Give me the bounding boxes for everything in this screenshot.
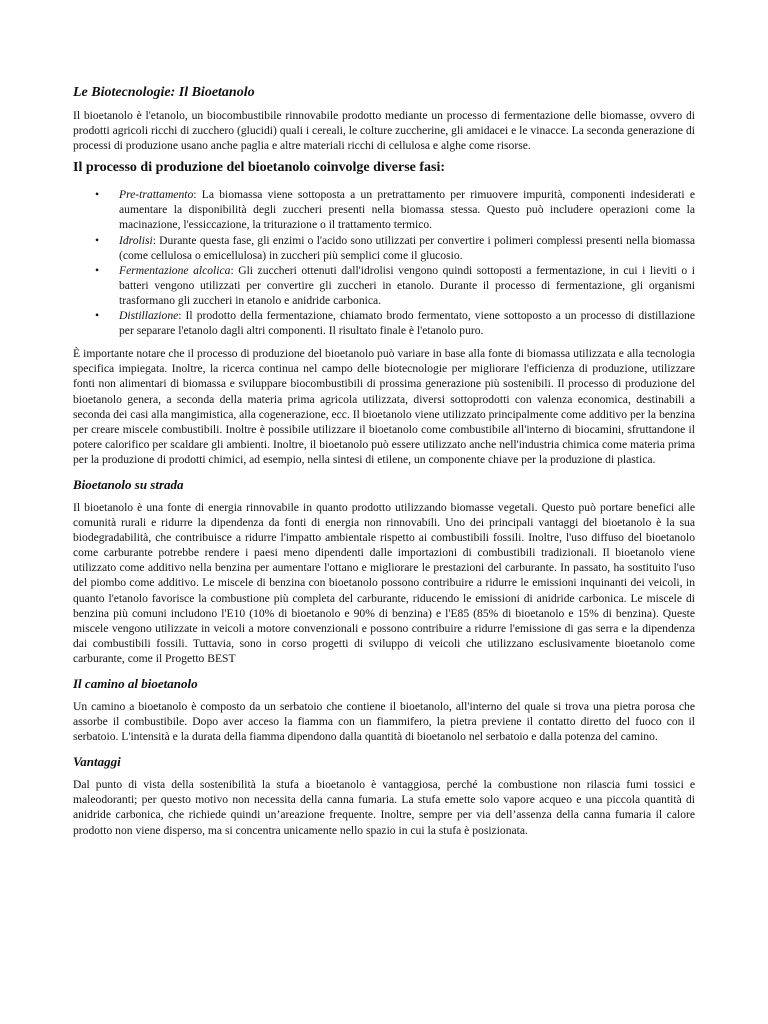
bullet-icon: • [95,263,100,277]
section-text-camino: Un camino a bioetanolo è composto da un serbatoio che contiene il bioetanolo, all'interno del quale si trova una pietra porosa che assorbe il combustibile. Dopo aver acceso la fiamma con un fiammifero, la pietra previene il contatto diretto del fuoco con il serbatoio. L'intensità e la durata della fiamma dipendono dalla quantità di bioetanolo nel serbatoio e dalla potenza del camino. [73,700,695,744]
bullet-icon: • [95,188,100,202]
list-item-distillazione [73,308,695,338]
phase-text: : Gli zuccheri ottenuti dall'idrolisi vengono quindi sottoposti a fermentazione, in cui i lieviti o i batteri vengono utilizzati per convertire gli zuccheri in etanolo. Durante il processo di fermentazione, gli organismi trasformano gli zuccheri in etanolo e anidride carbonica. [119,263,695,307]
section-heading-camino: Il camino al bioetanolo [73,676,198,691]
process-heading: Il processo di produzione del bioetanolo coinvolge diverse fasi: [73,160,446,176]
phase-text: : Durante questa fase, gli enzimi o l'acido sono utilizzati per convertire i polimeri complessi presenti nella biomassa (come cellulosa o emicellulosa) in zuccheri più semplici come il glucosio. [119,233,695,262]
document-page [73,84,695,838]
phase-text: : Il prodotto della fermentazione, chiamato brodo fermentato, viene sottoposto a un processo di distillazione per separare l'etanolo dagli altri componenti. Il risultato finale è l'etanolo puro. [119,309,695,338]
section-heading-vantaggi: Vantaggi [73,754,121,770]
bullet-icon: • [95,233,100,247]
list-item-pretrattamento [73,187,695,232]
section-text-vantaggi: Dal punto di vista della sostenibilità la stufa a bioetanolo è vantaggiosa, perché la combustione non rilascia fumi tossici e maleodoranti; per questo motivo non necessita della canna fumaria. La stufa emette solo vapore acqueo e una piccola quantità di anidride carbonica, che richiede quindi un’areazione frequente. Inoltre, sempre per via dell’assenza della canna fumaria il calore prodotto non viene disperso, ma si concentra unicamente nello spazio in cui la stufa è posizionata. [73,778,695,837]
section-heading-strada: Bioetanolo su strada [73,476,184,492]
phase-text: : La biomassa viene sottoposta a un pretrattamento per rimuovere impurità, componenti indesiderati e aumentare la disponibilità degli zuccheri presenti nella biomassa stessa. Questo può includere operazioni come la macinazione, l'essiccazione, la triturazione o il trattamento termico. [119,188,695,232]
bullet-icon: • [95,309,100,323]
list-item-idrolisi [73,233,695,263]
section-text-strada: Il bioetanolo è una fonte di energia rinnovabile in quanto prodotto utilizzando biomasse vegetali. Questo può portare benefici alle comunità rurali e ridurre la dipendenza da fonti di energia non rinnovabili. Uno dei principali vantaggi del bioetanolo è la sua biodegradabilità, che contribuisce a ridurre l'impatto ambientale rispetto ai combustibili fossili. Inoltre, l'uso diffuso del bioetanolo come carburante potrebbe rendere i paesi meno dipendenti dalle importazioni di combustibili tradizionali. Il bioetanolo viene utilizzato come additivo nella benzina per aumentare l'ottano e migliorare le prestazioni del carburante. In passato, ha sostituito l'uso del piombo come additivo. Le miscele di benzina con bioetanolo possono contribuire a ridurre le emissioni inquinanti dei veicoli, in quanto l'etanolo favorisce la combustione più completa del carburante, riducendo le emissioni di anidride carbonica. Le miscele di benzina più comuni includono l'E10 (10% di bioetanolo e 90% di benzina) e l'E85 (85% di bioetanolo e 15% di benzina). Queste miscele vengono utilizzate in veicoli a motore convenzionali e possono contribuire a ridurre l'emissione di gas serra e la dipendenza dai combustibili fossili. Tuttavia, sono in corso progetti di sviluppo di veicoli che utilizzano esclusivamente bioetanolo come carburante, come il Progetto BEST [73,500,695,665]
phase-term: Distillazione [119,309,179,323]
process-paragraph: È importante notare che il processo di produzione del bioetanolo può variare in base alla fonte di biomassa utilizzata e alla tecnologia specifica impiegata. Inoltre, la ricerca continua nel campo delle biotecnologie per migliorare l'efficienza di produzione, utilizzare fonti non alimentari di biomassa e sviluppare biocombustibili di prossima generazione più sostenibili. Il processo di produzione del bioetanolo genera, a seconda della materia prima agricola utilizzata, diversi sottoprodotti con valenza economica, destinabili a seconda dei casi alla mangimistica, alla cogenerazione, ecc. Il bioetanolo viene utilizzato principalmente come additivo per la benzina per creare miscele combustibili. Inoltre è possibile utilizzare il bioetanolo come combustibile all'interno di biocamini, sfruttandone il potere calorifico per scaldare gli ambienti. Inoltre, il bioetanolo può essere utilizzato anche nell'industria chimica come materia prima per la produzione di prodotti chimici, ad esempio, nella sintesi di etilene, un componente chiave per la produzione di plastica. [73,347,695,466]
document-title: Le Biotecnologie: Il Bioetanolo [73,85,255,100]
phases-list [73,187,695,338]
phase-term: Pre-trattamento [119,188,194,202]
phase-term: Fermentazione alcolica [119,263,231,277]
list-item-fermentazione [73,263,695,308]
intro-paragraph: Il bioetanolo è l'etanolo, un biocombustibile rinnovabile prodotto mediante un processo di fermentazione delle biomasse, ovvero di prodotti agricoli ricchi di zucchero (glucidi) quali i cereali, le colture zuccherine, gli amidacei e le vinacce. La seconda generazione di processi di produzione usano anche paglia e altre materiali ricchi di cellulosa e alghe come risorse. [73,109,695,153]
phase-term: Idrolisi [119,233,153,247]
